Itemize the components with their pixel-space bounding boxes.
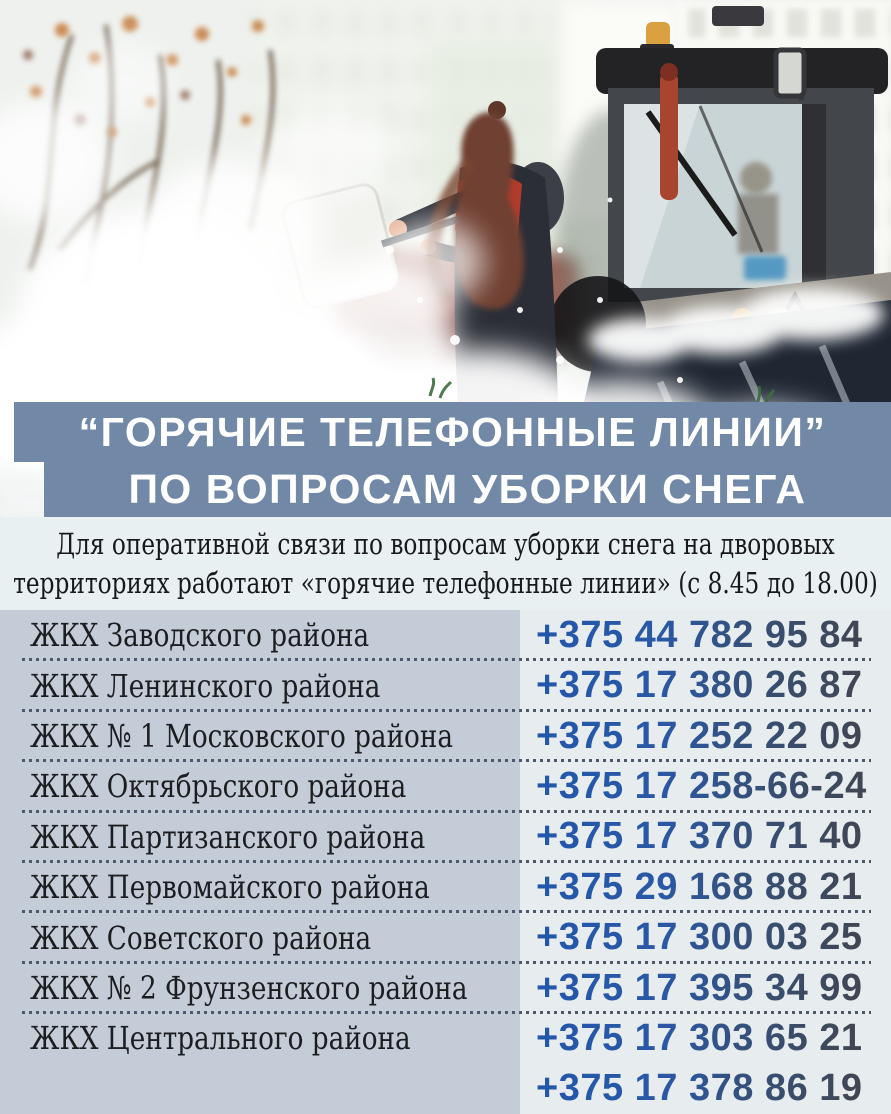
hotline-row xyxy=(0,963,891,1013)
district-label: ЖКХ Партизанского района xyxy=(30,817,426,856)
hotline-row xyxy=(0,1013,891,1063)
phone-number: +375 17 395 34 99 xyxy=(536,966,863,1009)
district-label: ЖКХ Октябрьского района xyxy=(30,767,407,806)
hotlines-table xyxy=(0,610,891,1114)
district-cell xyxy=(0,767,520,805)
hotline-row xyxy=(0,862,891,912)
phone-cell xyxy=(520,765,891,808)
title-text-line2: ПО ВОПРОСАМ УБОРКИ СНЕГА xyxy=(128,466,807,512)
district-cell xyxy=(0,616,520,654)
district-label: ЖКХ Ленинского района xyxy=(30,666,381,705)
hotline-row xyxy=(0,711,891,761)
district-cell xyxy=(0,667,520,705)
hotline-row xyxy=(0,1064,891,1114)
phone-cell xyxy=(520,664,891,707)
district-cell xyxy=(0,969,520,1007)
district-label: ЖКХ Заводского района xyxy=(30,616,370,655)
district-cell xyxy=(0,868,520,906)
district-label: ЖКХ Центрального района xyxy=(30,1019,411,1058)
district-label: ЖКХ Советского района xyxy=(30,918,372,957)
title-text-line1: “ГОРЯЧИЕ ТЕЛЕФОННЫЕ ЛИНИИ” xyxy=(78,408,827,455)
district-cell xyxy=(0,1080,520,1098)
phone-number: +375 17 378 86 19 xyxy=(536,1067,863,1110)
district-label: ЖКХ № 1 Московского района xyxy=(30,717,453,756)
subtitle-line1: Для оперативной связи по вопросам уборки снега на дворовых xyxy=(56,527,835,562)
district-cell xyxy=(0,919,520,957)
subtitle-block xyxy=(0,517,891,610)
hotline-row xyxy=(0,610,891,660)
district-label: ЖКХ Первомайского района xyxy=(30,868,430,907)
district-cell xyxy=(0,717,520,755)
phone-cell xyxy=(520,1017,891,1060)
phone-number: +375 17 370 71 40 xyxy=(536,815,863,858)
hotline-row xyxy=(0,660,891,710)
phone-cell xyxy=(520,715,891,758)
phone-cell xyxy=(520,614,891,657)
phone-number: +375 17 300 03 25 xyxy=(536,916,863,959)
title-banner-line2 xyxy=(44,462,891,517)
phone-cell xyxy=(520,815,891,858)
phone-number: +375 17 258-66-24 xyxy=(536,764,867,807)
phone-number: +375 17 380 26 87 xyxy=(536,664,863,707)
phone-number: +375 44 782 95 84 xyxy=(536,613,863,656)
hotline-row xyxy=(0,912,891,962)
hotline-row xyxy=(0,761,891,811)
district-cell xyxy=(0,1019,520,1057)
phone-cell xyxy=(520,967,891,1010)
phone-cell xyxy=(520,866,891,909)
phone-cell xyxy=(520,1067,891,1110)
phone-number: +375 17 252 22 09 xyxy=(536,714,863,757)
phone-number: +375 17 303 65 21 xyxy=(536,1016,863,1059)
subtitle-line2: территориях работают «горячие телефонные линии» (с 8.45 до 18.00) xyxy=(13,565,878,600)
title-banner-line1 xyxy=(14,402,891,462)
phone-cell xyxy=(520,916,891,959)
hotline-row xyxy=(0,812,891,862)
district-cell xyxy=(0,818,520,856)
district-label: ЖКХ № 2 Фрунзенского района xyxy=(30,969,468,1008)
phone-number: +375 29 168 88 21 xyxy=(536,865,863,908)
